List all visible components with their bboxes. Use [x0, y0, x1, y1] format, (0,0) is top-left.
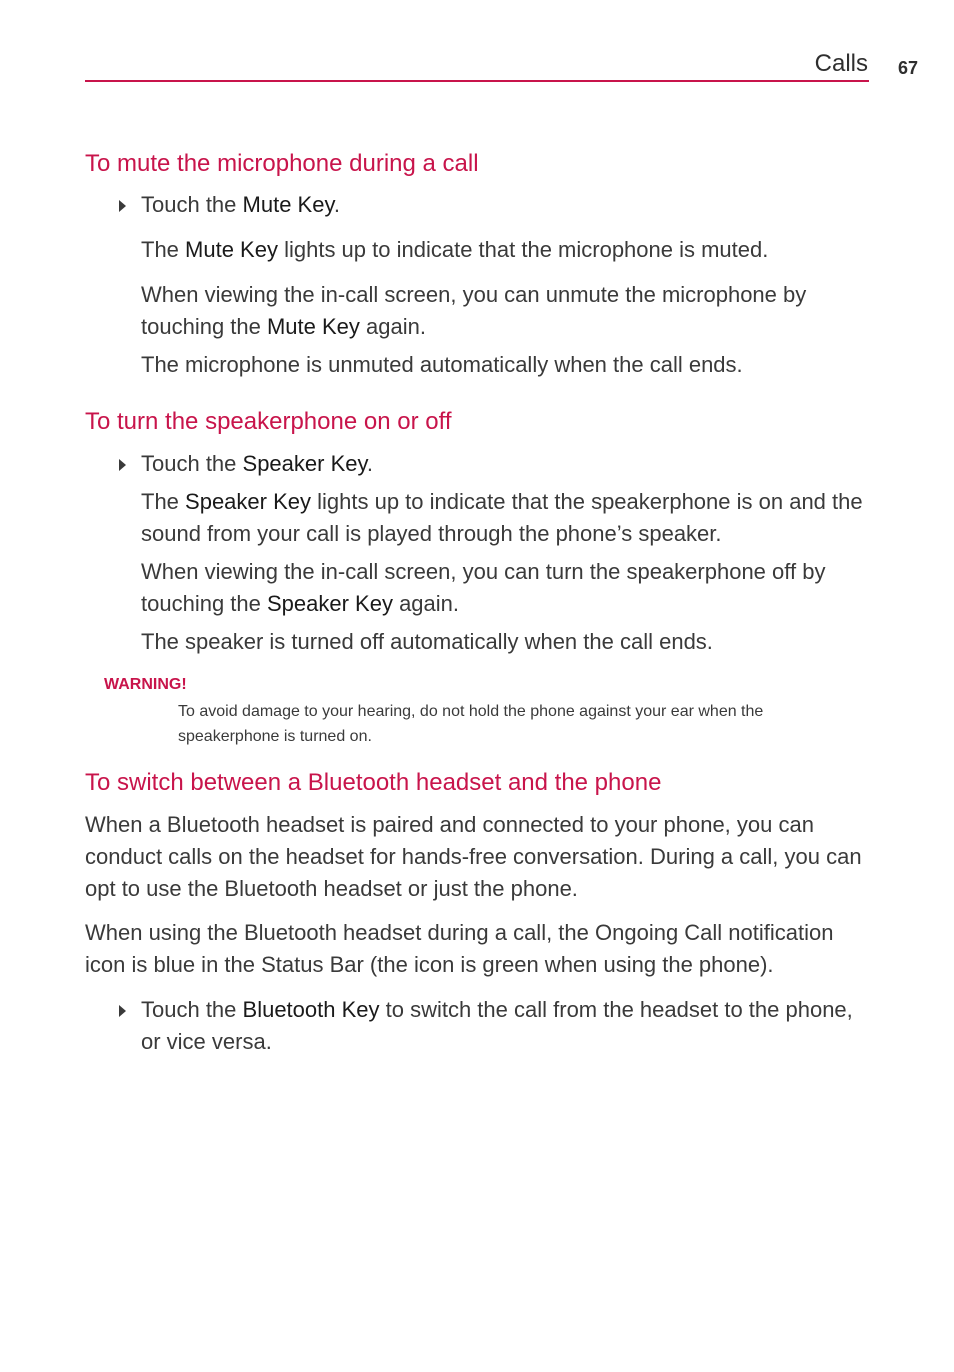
- key-name-speaker: Speaker Key: [185, 489, 311, 514]
- section-title-speaker: To turn the speakerphone on or off: [85, 408, 452, 435]
- key-name-speaker: Speaker Key: [266, 591, 393, 616]
- key-name-mute: Mute Key: [242, 192, 334, 217]
- paragraph-speaker-1: [141, 486, 871, 550]
- paragraph-mute-2: [141, 279, 871, 343]
- bullet-arrow-icon: [119, 1005, 126, 1017]
- step-text-post: to switch the call from the headset to the phone, or vice versa.: [141, 997, 853, 1054]
- bullet-arrow-icon: [119, 459, 126, 471]
- text-segment: lights up to indicate that the microphone is muted.: [277, 237, 769, 262]
- key-name-bluetooth: Bluetooth Key: [242, 997, 380, 1022]
- header-divider: [85, 80, 869, 82]
- paragraph-bluetooth-2: When using the Bluetooth headset during a call, the Ongoing Call notification icon is blue in the Status Bar (the icon is green when using the phone).: [85, 920, 834, 977]
- text-segment: again.: [359, 314, 426, 339]
- paragraph-speaker-2: [141, 556, 871, 620]
- section-title-mute: To mute the microphone during a call: [85, 150, 479, 177]
- step-speaker: [141, 448, 871, 480]
- header-section-title: Calls: [814, 50, 868, 77]
- step-mute: [141, 189, 871, 221]
- warning-title: WARNING!: [104, 676, 187, 693]
- text-segment: The: [141, 237, 186, 262]
- paragraph-speaker-3: The speaker is turned off automatically when the call ends.: [141, 629, 713, 654]
- bullet-arrow-icon: [119, 200, 126, 212]
- section-title-bluetooth: To switch between a Bluetooth headset and the phone: [85, 769, 662, 796]
- paragraph-bluetooth-1: When a Bluetooth headset is paired and connected to your phone, you can conduct calls on the headset for hands-free conversation. During a call, you can opt to use the Bluetooth headset or just the phone.: [85, 812, 862, 901]
- text-segment: again.: [392, 591, 460, 616]
- step-bluetooth: [141, 994, 871, 1058]
- paragraph-mute-3: The microphone is unmuted automatically when the call ends.: [141, 352, 743, 377]
- key-name-mute: Mute Key: [185, 237, 278, 262]
- paragraph-mute-1: [141, 234, 871, 266]
- step-text-pre: Touch the: [141, 997, 243, 1022]
- warning-text: To avoid damage to your hearing, do not hold the phone against your ear when the speakerphone is turned on.: [178, 703, 764, 745]
- step-text-post: .: [333, 192, 340, 217]
- key-name-mute: Mute Key: [266, 314, 360, 339]
- step-text-pre: Touch the: [141, 192, 243, 217]
- page-number: 67: [897, 58, 918, 78]
- text-segment: lights up to indicate that the speakerphone is on and the sound from your call is played through the phone’s speaker.: [141, 489, 863, 546]
- key-name-speaker: Speaker Key: [242, 451, 367, 476]
- step-text-post: .: [366, 451, 373, 476]
- text-segment: When viewing the in-call screen, you can turn the speakerphone off by touching the: [141, 559, 826, 616]
- text-segment: When viewing the in-call screen, you can unmute the microphone by touching the: [141, 282, 807, 339]
- text-segment: The: [141, 489, 186, 514]
- step-text-pre: Touch the: [141, 451, 243, 476]
